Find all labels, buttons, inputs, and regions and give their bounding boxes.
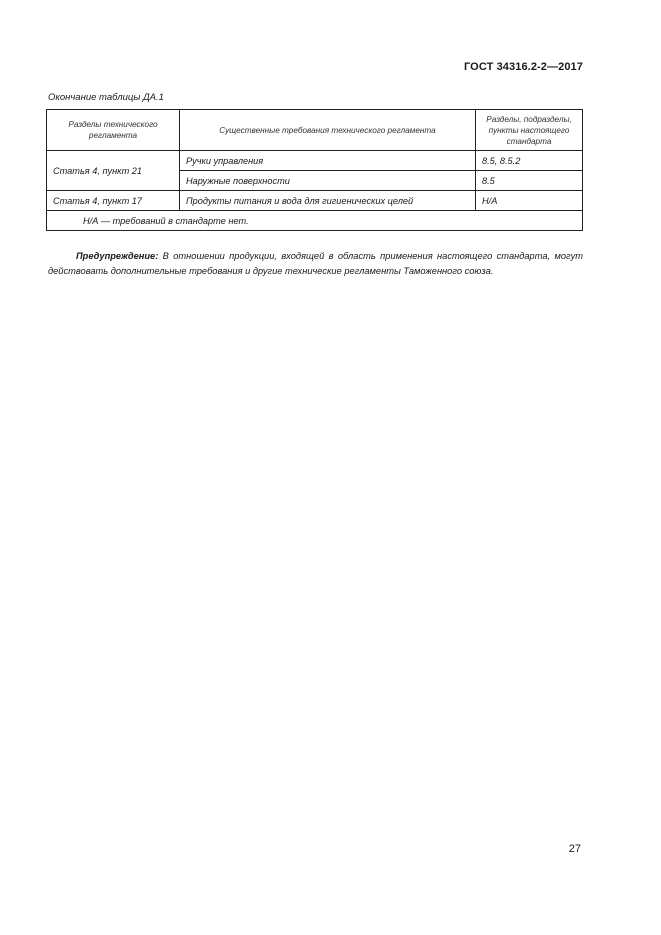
table-caption: Окончание таблицы ДА.1	[48, 92, 164, 103]
clauses-cell: 8.5	[476, 171, 583, 191]
requirement-cell: Ручки управления	[180, 151, 476, 171]
requirement-cell: Продукты питания и вода для гигиенических целей	[180, 191, 476, 211]
regulation-section-cell: Статья 4, пункт 21	[47, 151, 180, 191]
table-note-row	[47, 211, 583, 231]
warning-paragraph	[48, 249, 583, 279]
table-header-row	[47, 110, 583, 151]
clauses-cell: Н/А	[476, 191, 583, 211]
column-header-standard-clauses: Разделы, подразделы, пункты настоящего стандарта	[476, 110, 583, 151]
document-code: ГОСТ 34316.2-2—2017	[463, 61, 583, 73]
column-header-regulation-sections: Разделы технического регламента	[47, 110, 180, 151]
regulation-section-cell: Статья 4, пункт 17	[47, 191, 180, 211]
requirement-cell: Наружные поверхности	[180, 171, 476, 191]
table-row	[47, 151, 583, 171]
column-header-essential-requirements: Существенные требования технического регламента	[180, 110, 476, 151]
table-note: Н/А — требований в стандарте нет.	[47, 211, 583, 231]
warning-label: Предупреждение:	[76, 251, 159, 262]
table-row	[47, 191, 583, 211]
warning-text: В отношении продукции, входящей в область применения настоящего стандарта, могут действовать дополнительные требования и другие технические регламенты Таможенного союза.	[48, 251, 583, 277]
clauses-cell: 8.5, 8.5.2	[476, 151, 583, 171]
page-number: 27	[568, 843, 581, 855]
requirements-table	[46, 109, 583, 231]
